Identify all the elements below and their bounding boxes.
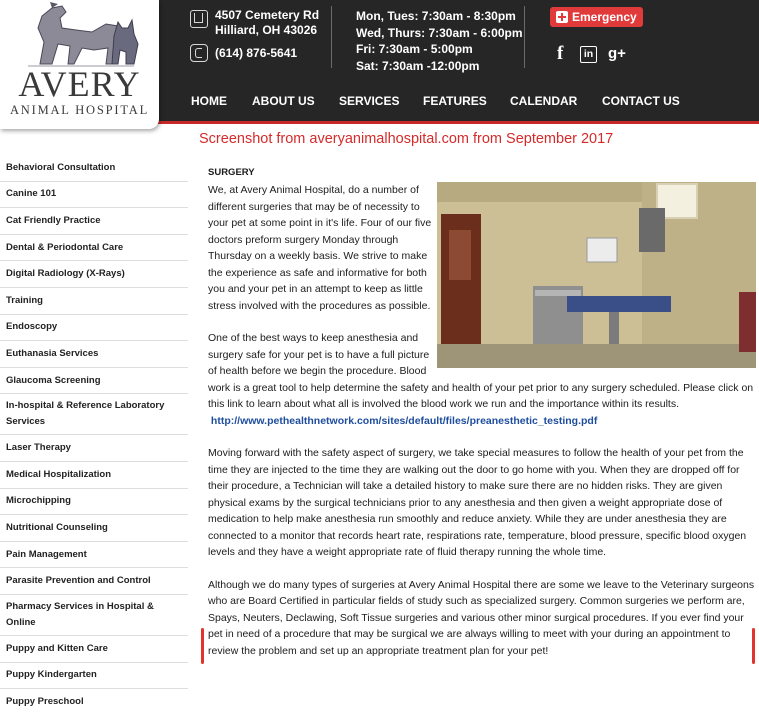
sidebar-item-cat-friendly-practice[interactable]: Cat Friendly Practice [0, 208, 188, 235]
paragraph-safety: Moving forward with the safety aspect of surgery, we take special measures to follow the health of your pet from the time they are injected to the time they are walking out the door to go home with you. When they are dropped off for their procedure, a Technician will take a detailed history to make sure there are no hidden risks. They are given physical exams by the surgical technicians prior to any anesthesia and then given a weight appropriate dose of medication to help make anesthesia run smoothly and reduce anxiety. While they are under anesthesia they are connected to a monitor that records heart rate, respirations rate, temperature, blood pressure, specific blood oxygen levels and they have a weight appropriate rate of fluid therapy running the whole time. [208, 447, 747, 558]
sidebar-item-laser-therapy[interactable]: Laser Therapy [0, 435, 188, 462]
nav-contact-us[interactable]: CONTACT US [602, 94, 680, 108]
linkedin-icon[interactable]: in [580, 46, 597, 63]
services-sidebar [0, 155, 188, 714]
googleplus-icon[interactable]: g+ [608, 45, 626, 62]
surgery-room-photo [437, 182, 756, 368]
hours-line: Fri: 7:30am - 5:00pm [356, 42, 473, 56]
sidebar-item-puppy-kindergarten[interactable]: Puppy Kindergarten [0, 663, 188, 690]
header-divider [331, 6, 332, 68]
address-icon [190, 10, 208, 28]
emergency-button[interactable] [550, 7, 643, 27]
sidebar-item-behavioral-consultation[interactable]: Behavioral Consultation [0, 155, 188, 182]
emergency-label: Emergency [572, 10, 637, 24]
sidebar-item-pharmacy-services[interactable]: Pharmacy Services in Hospital & Online [0, 595, 188, 636]
sidebar-item-puppy-preschool[interactable]: Puppy Preschool [0, 689, 188, 714]
sidebar-item-dental-care[interactable]: Dental & Periodontal Care [0, 235, 188, 262]
facebook-icon[interactable]: f [557, 43, 564, 64]
address-city: Hilliard, OH 43026 [215, 23, 318, 37]
hours-line: Wed, Thurs: 7:30am - 6:00pm [356, 25, 523, 40]
phone-icon [190, 44, 208, 62]
sidebar-item-nutritional-counseling[interactable]: Nutritional Counseling [0, 515, 188, 542]
logo-subtitle: ANIMAL HOSPITAL [9, 103, 150, 117]
sidebar-item-digital-radiology[interactable]: Digital Radiology (X-Rays) [0, 261, 188, 288]
paragraph-bloodwork-text: One of the best ways to keep anesthesia and surgery safe for your pet is to have a full picture of health before we begin the procedure. Blood work is a great tool to help determine the safety and health of your pet prior to any surgery scheduled. Please click on this link to learn about what all is involved the blood work we run and the importance within its results. [208, 332, 754, 410]
sidebar-item-canine-101[interactable]: Canine 101 [0, 182, 188, 209]
sidebar-item-euthanasia-services[interactable]: Euthanasia Services [0, 341, 188, 368]
nav-calendar[interactable]: CALENDAR [510, 94, 578, 108]
nav-about-us[interactable]: ABOUT US [252, 94, 315, 108]
address [215, 8, 319, 38]
main-content [208, 166, 756, 675]
preanesthetic-testing-link[interactable]: http://www.pethealthnetwork.com/sites/default/files/preanesthetic_testing.pdf [210, 414, 598, 427]
sidebar-item-pain-management[interactable]: Pain Management [0, 542, 188, 569]
highlight-mark-right [752, 628, 755, 664]
sidebar-item-microchipping[interactable]: Microchipping [0, 489, 188, 516]
nav-services[interactable]: SERVICES [339, 94, 400, 108]
highlight-mark-left [201, 628, 204, 664]
phone-number[interactable]: (614) 876-5641 [215, 46, 298, 60]
address-street: 4507 Cemetery Rd [215, 8, 320, 22]
header-divider [524, 6, 525, 68]
paragraph-intro: We, at Avery Animal Hospital, do a number of different surgeries that may be of necessity to your pet at some point in it's life. Four of our five doctors preform surgery Monday through Thursday on a weekly basis. We strive to make the experience as safe and informative for both you and your pet in an attempt to keep as little stress involved with the procedures as possible. [208, 184, 432, 312]
screenshot-caption: Screenshot from averyanimalhospital.com from September 2017 [199, 131, 614, 147]
page-title: SURGERY [208, 167, 255, 178]
sidebar-item-medical-hospitalization[interactable]: Medical Hospitalization [0, 462, 188, 489]
sidebar-item-puppy-kitten-care[interactable]: Puppy and Kitten Care [0, 636, 188, 663]
sidebar-item-laboratory-services[interactable]: In-hospital & Reference Laboratory Services [0, 394, 188, 435]
nav-home[interactable]: HOME [191, 94, 227, 108]
medical-cross-icon [556, 11, 568, 23]
office-hours [356, 8, 523, 74]
nav-features[interactable]: FEATURES [423, 94, 487, 108]
dog-cat-logo-icon [22, 2, 140, 72]
logo-name: AVERY [18, 64, 141, 104]
sidebar-item-endoscopy[interactable]: Endoscopy [0, 315, 188, 342]
hours-line: Mon, Tues: 7:30am - 8:30pm [356, 9, 516, 23]
sidebar-item-glaucoma-screening[interactable]: Glaucoma Screening [0, 368, 188, 395]
site-logo[interactable] [0, 0, 159, 129]
sidebar-item-parasite-prevention[interactable]: Parasite Prevention and Control [0, 568, 188, 595]
sidebar-item-training[interactable]: Training [0, 288, 188, 315]
hours-line: Sat: 7:30am -12:00pm [356, 58, 480, 73]
surgery-room-image-icon [437, 182, 756, 368]
paragraph-common-surgeries: Although we do many types of surgeries at Avery Animal Hospital there are some we leave to the Veterinary surgeons who are Board Certified in particular fields of study such as specialized surgery. Common surgeries we perform are, Spays, Neuters, Declawing, Soft Tissue surgeries and various other minor surgical procedures. If you ever find your pet in need of a procedure that may be surgical we are always willing to meet with your during an appointment to review the problem and set up an appropriate treatment plan for your pet! [208, 578, 755, 657]
